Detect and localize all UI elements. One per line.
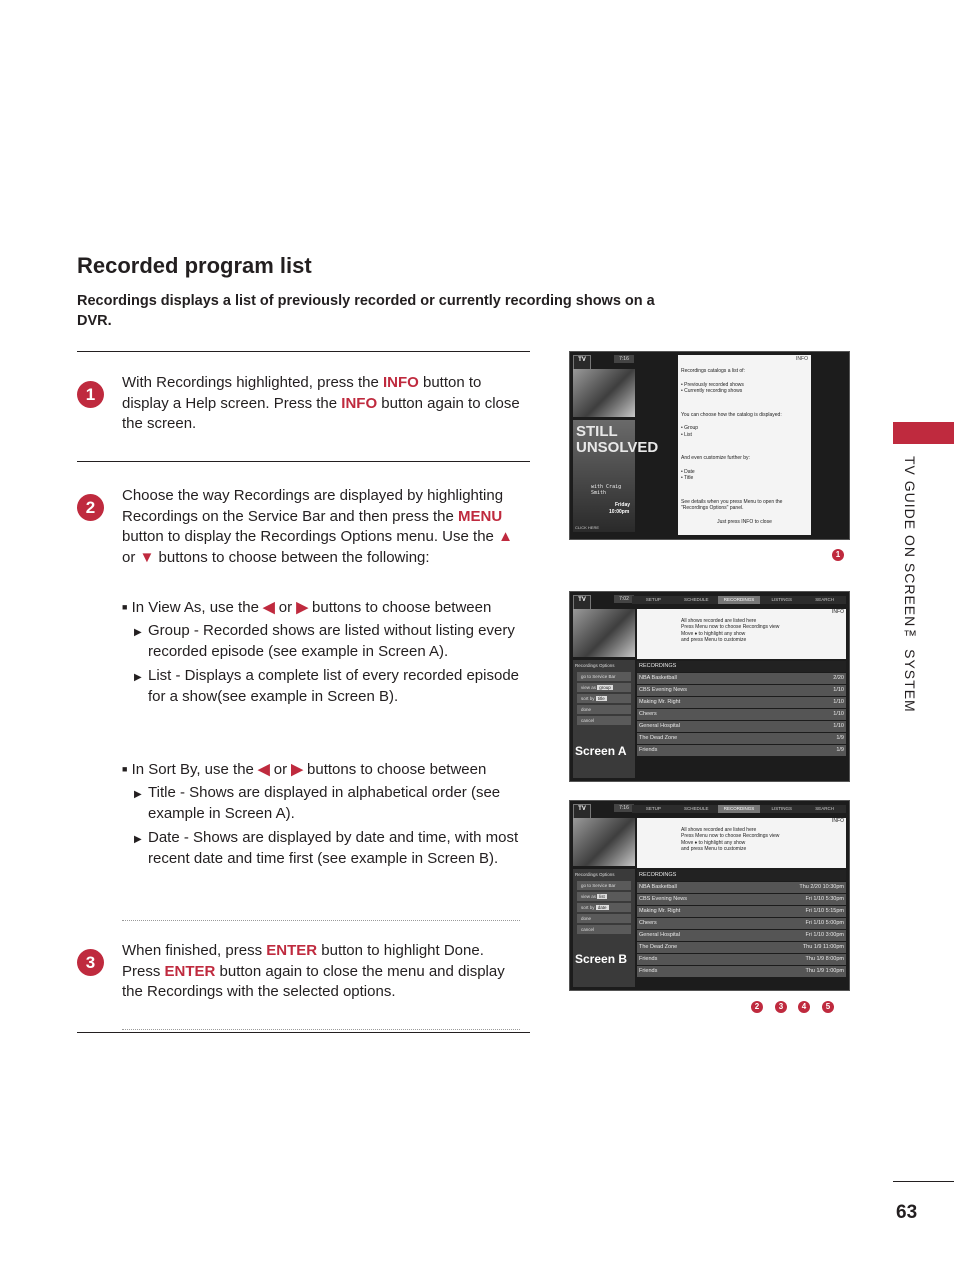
view-as-option-list: List - Displays a complete list of every recorded episode for a show(see example in Screen B).: [148, 667, 520, 705]
tab-listings[interactable]: LISTINGS: [771, 597, 793, 602]
section-tab: [893, 422, 954, 444]
triangle-bullet-icon: ▶: [134, 834, 142, 845]
done-option[interactable]: done: [577, 914, 631, 923]
promo-ad: STILL UNSOLVED with Craig Smith Friday 10:00pm CLICK HERE: [573, 420, 635, 532]
table-row[interactable]: CBS Evening News 1/10: [637, 685, 846, 696]
table-row[interactable]: NBA Basketball 2/20: [637, 673, 846, 684]
step-2-number: 2: [77, 494, 104, 521]
recordings-list: [637, 870, 846, 978]
tv-guide-logo: TV: [573, 804, 591, 821]
table-row[interactable]: Cheers 1/10: [637, 709, 846, 720]
step-1-text: With Recordings highlighted, press the INFO button to display a Help screen. Press the INFO button again to close the screen.: [122, 374, 520, 433]
screen-a: [569, 591, 850, 782]
go-to-service-bar-option[interactable]: go to Service Bar: [577, 881, 631, 890]
sort-by-option-title: Title - Shows are displayed in alphabetical order (see example in Screen A).: [148, 784, 501, 822]
info-key: INFO: [341, 394, 378, 412]
step-3-text: When finished, press ENTER button to highlight Done. Press ENTER button again to close the menu and display the Recordings with the selected options.: [122, 942, 505, 1001]
tab-setup[interactable]: SETUP: [645, 597, 661, 602]
tab-listings[interactable]: LISTINGS: [771, 806, 793, 811]
clock: 7:16: [614, 804, 634, 812]
intro-text: Recordings displays a list of previously recorded or currently recording shows on a DVR.: [77, 293, 655, 329]
down-arrow-icon: ▼: [139, 549, 155, 567]
tab-recordings[interactable]: RECORDINGS: [718, 596, 761, 604]
table-row[interactable]: NBA Basketball Thu 2/20 10:30pm: [637, 882, 846, 893]
screen-b-label: Screen B: [575, 952, 628, 966]
screen-b: [569, 800, 850, 991]
callout-marker: 1: [832, 549, 844, 561]
list-header: RECORDINGS: [637, 661, 846, 672]
done-option[interactable]: done: [577, 705, 631, 714]
page-number: 63: [896, 1202, 918, 1223]
page-title: Recorded program list: [77, 253, 312, 278]
step-1-number: 1: [77, 381, 104, 408]
help-panel: INFO Recordings catalogs a list of: • Previously recorded shows • Currently recording shows You can choose how the catalog is displayed: • Group • List And even customize further by: • Date • Title See details when you press Menu to open the "Recordings Options" panel. Just press INFO to close: [678, 355, 811, 535]
enter-key: ENTER: [266, 942, 318, 959]
step-3-number: 3: [77, 949, 104, 976]
sort-by-option-date: Date - Shows are displayed by date and time, with most recent date and time first (see example in Screen B).: [148, 829, 519, 867]
video-thumbnail: [573, 818, 635, 866]
list-header: RECORDINGS: [637, 870, 846, 881]
right-arrow-icon: ▶: [296, 599, 308, 616]
table-row[interactable]: Friends Thu 1/9 8:00pm: [637, 954, 846, 965]
cancel-option[interactable]: cancel: [577, 716, 631, 725]
tv-guide-logo: TV: [573, 355, 591, 372]
menu-key: MENU: [458, 507, 503, 525]
right-arrow-icon: ▶: [291, 761, 303, 778]
up-arrow-icon: ▲: [498, 528, 513, 546]
table-row[interactable]: Friends Thu 1/9 1:00pm: [637, 966, 846, 977]
video-thumbnail: [573, 369, 635, 417]
table-row[interactable]: CBS Evening News Fri 1/10 5:30pm: [637, 894, 846, 905]
divider: [77, 1032, 530, 1033]
callout-marker: 5: [822, 1001, 834, 1013]
divider: [77, 461, 530, 462]
left-arrow-icon: ◀: [263, 599, 275, 616]
clock: 7:02: [614, 595, 634, 603]
sort-by-option[interactable]: sort by date: [577, 903, 631, 912]
sort-by-instruction: ■ In Sort By, use the ◀ or ▶ buttons to choose between: [122, 761, 487, 778]
video-thumbnail: [573, 609, 635, 657]
table-row[interactable]: The Dead Zone Thu 1/9 11:00pm: [637, 942, 846, 953]
square-bullet-icon: ■: [122, 764, 128, 774]
recordings-options-panel: Recordings Options go to Service Bar view as group sort by title done cancel: [573, 660, 635, 778]
table-row[interactable]: Friends 1/9: [637, 745, 846, 756]
table-row[interactable]: General Hospital 1/10: [637, 721, 846, 732]
tab-schedule[interactable]: SCHEDULE: [683, 597, 709, 602]
info-badge: INFO: [832, 609, 844, 615]
info-badge: INFO: [796, 356, 808, 362]
callout-marker: 3: [775, 1001, 787, 1013]
square-bullet-icon: ■: [122, 602, 128, 612]
divider: [77, 351, 530, 352]
callout-marker: 4: [798, 1001, 810, 1013]
table-row[interactable]: General Hospital Fri 1/10 3:00pm: [637, 930, 846, 941]
tab-recordings[interactable]: RECORDINGS: [718, 805, 761, 813]
clock: 7:16: [614, 355, 634, 363]
help-panel: INFO All shows recorded are listed here Press Menu now to choose Recordings view Move ♦ to highlight any show and press Menu to customize: [637, 818, 846, 868]
tv-guide-logo: TV: [573, 595, 591, 612]
go-to-service-bar-option[interactable]: go to Service Bar: [577, 672, 631, 681]
left-arrow-icon: ◀: [258, 761, 270, 778]
callout-marker: 2: [751, 1001, 763, 1013]
recordings-list: [637, 661, 846, 757]
step-2-text: Choose the way Recordings are displayed by highlighting Recordings on the Service Bar and then press the MENU button to display the Recordings Options menu. Use the ▲ or ▼ buttons to choose between the following:: [122, 487, 513, 567]
tab-schedule[interactable]: SCHEDULE: [683, 806, 709, 811]
help-panel: INFO All shows recorded are listed here Press Menu now to choose Recordings view Move ♦ to highlight any show and press Menu to customize: [637, 609, 846, 659]
triangle-bullet-icon: ▶: [134, 672, 142, 683]
tab-search[interactable]: SEARCH: [815, 597, 834, 602]
triangle-bullet-icon: ▶: [134, 627, 142, 638]
sort-by-option[interactable]: sort by title: [577, 694, 631, 703]
page-number-rule: [893, 1181, 954, 1182]
service-bar: [632, 805, 846, 813]
table-row[interactable]: The Dead Zone 1/9: [637, 733, 846, 744]
help-screen: [569, 351, 850, 540]
view-as-option[interactable]: view as list: [577, 892, 631, 901]
info-key: INFO: [382, 374, 419, 391]
section-label: TV GUIDE ON SCREEN™ SYSTEM: [902, 456, 918, 713]
view-as-option[interactable]: view as group: [577, 683, 631, 692]
table-row[interactable]: Cheers Fri 1/10 5:00pm: [637, 918, 846, 929]
table-row[interactable]: Making Mr. Right 1/10: [637, 697, 846, 708]
table-row[interactable]: Making Mr. Right Fri 1/10 5:15pm: [637, 906, 846, 917]
triangle-bullet-icon: ▶: [134, 789, 142, 800]
cancel-option[interactable]: cancel: [577, 925, 631, 934]
recordings-options-panel: Recordings Options go to Service Bar view as list sort by date done cancel: [573, 869, 635, 987]
dotted-divider: [122, 920, 520, 921]
screen-a-label: Screen A: [575, 744, 627, 758]
view-as-option-group: Group - Recorded shows are listed without listing every recorded episode (see example in Screen A).: [148, 622, 515, 660]
tab-setup[interactable]: SETUP: [645, 806, 661, 811]
dotted-divider: [122, 1029, 520, 1030]
tab-search[interactable]: SEARCH: [815, 806, 834, 811]
info-badge: INFO: [832, 818, 844, 824]
enter-key: ENTER: [164, 962, 216, 980]
view-as-instruction: ■ In View As, use the ◀ or ▶ buttons to choose between: [122, 599, 492, 616]
service-bar: [632, 596, 846, 604]
